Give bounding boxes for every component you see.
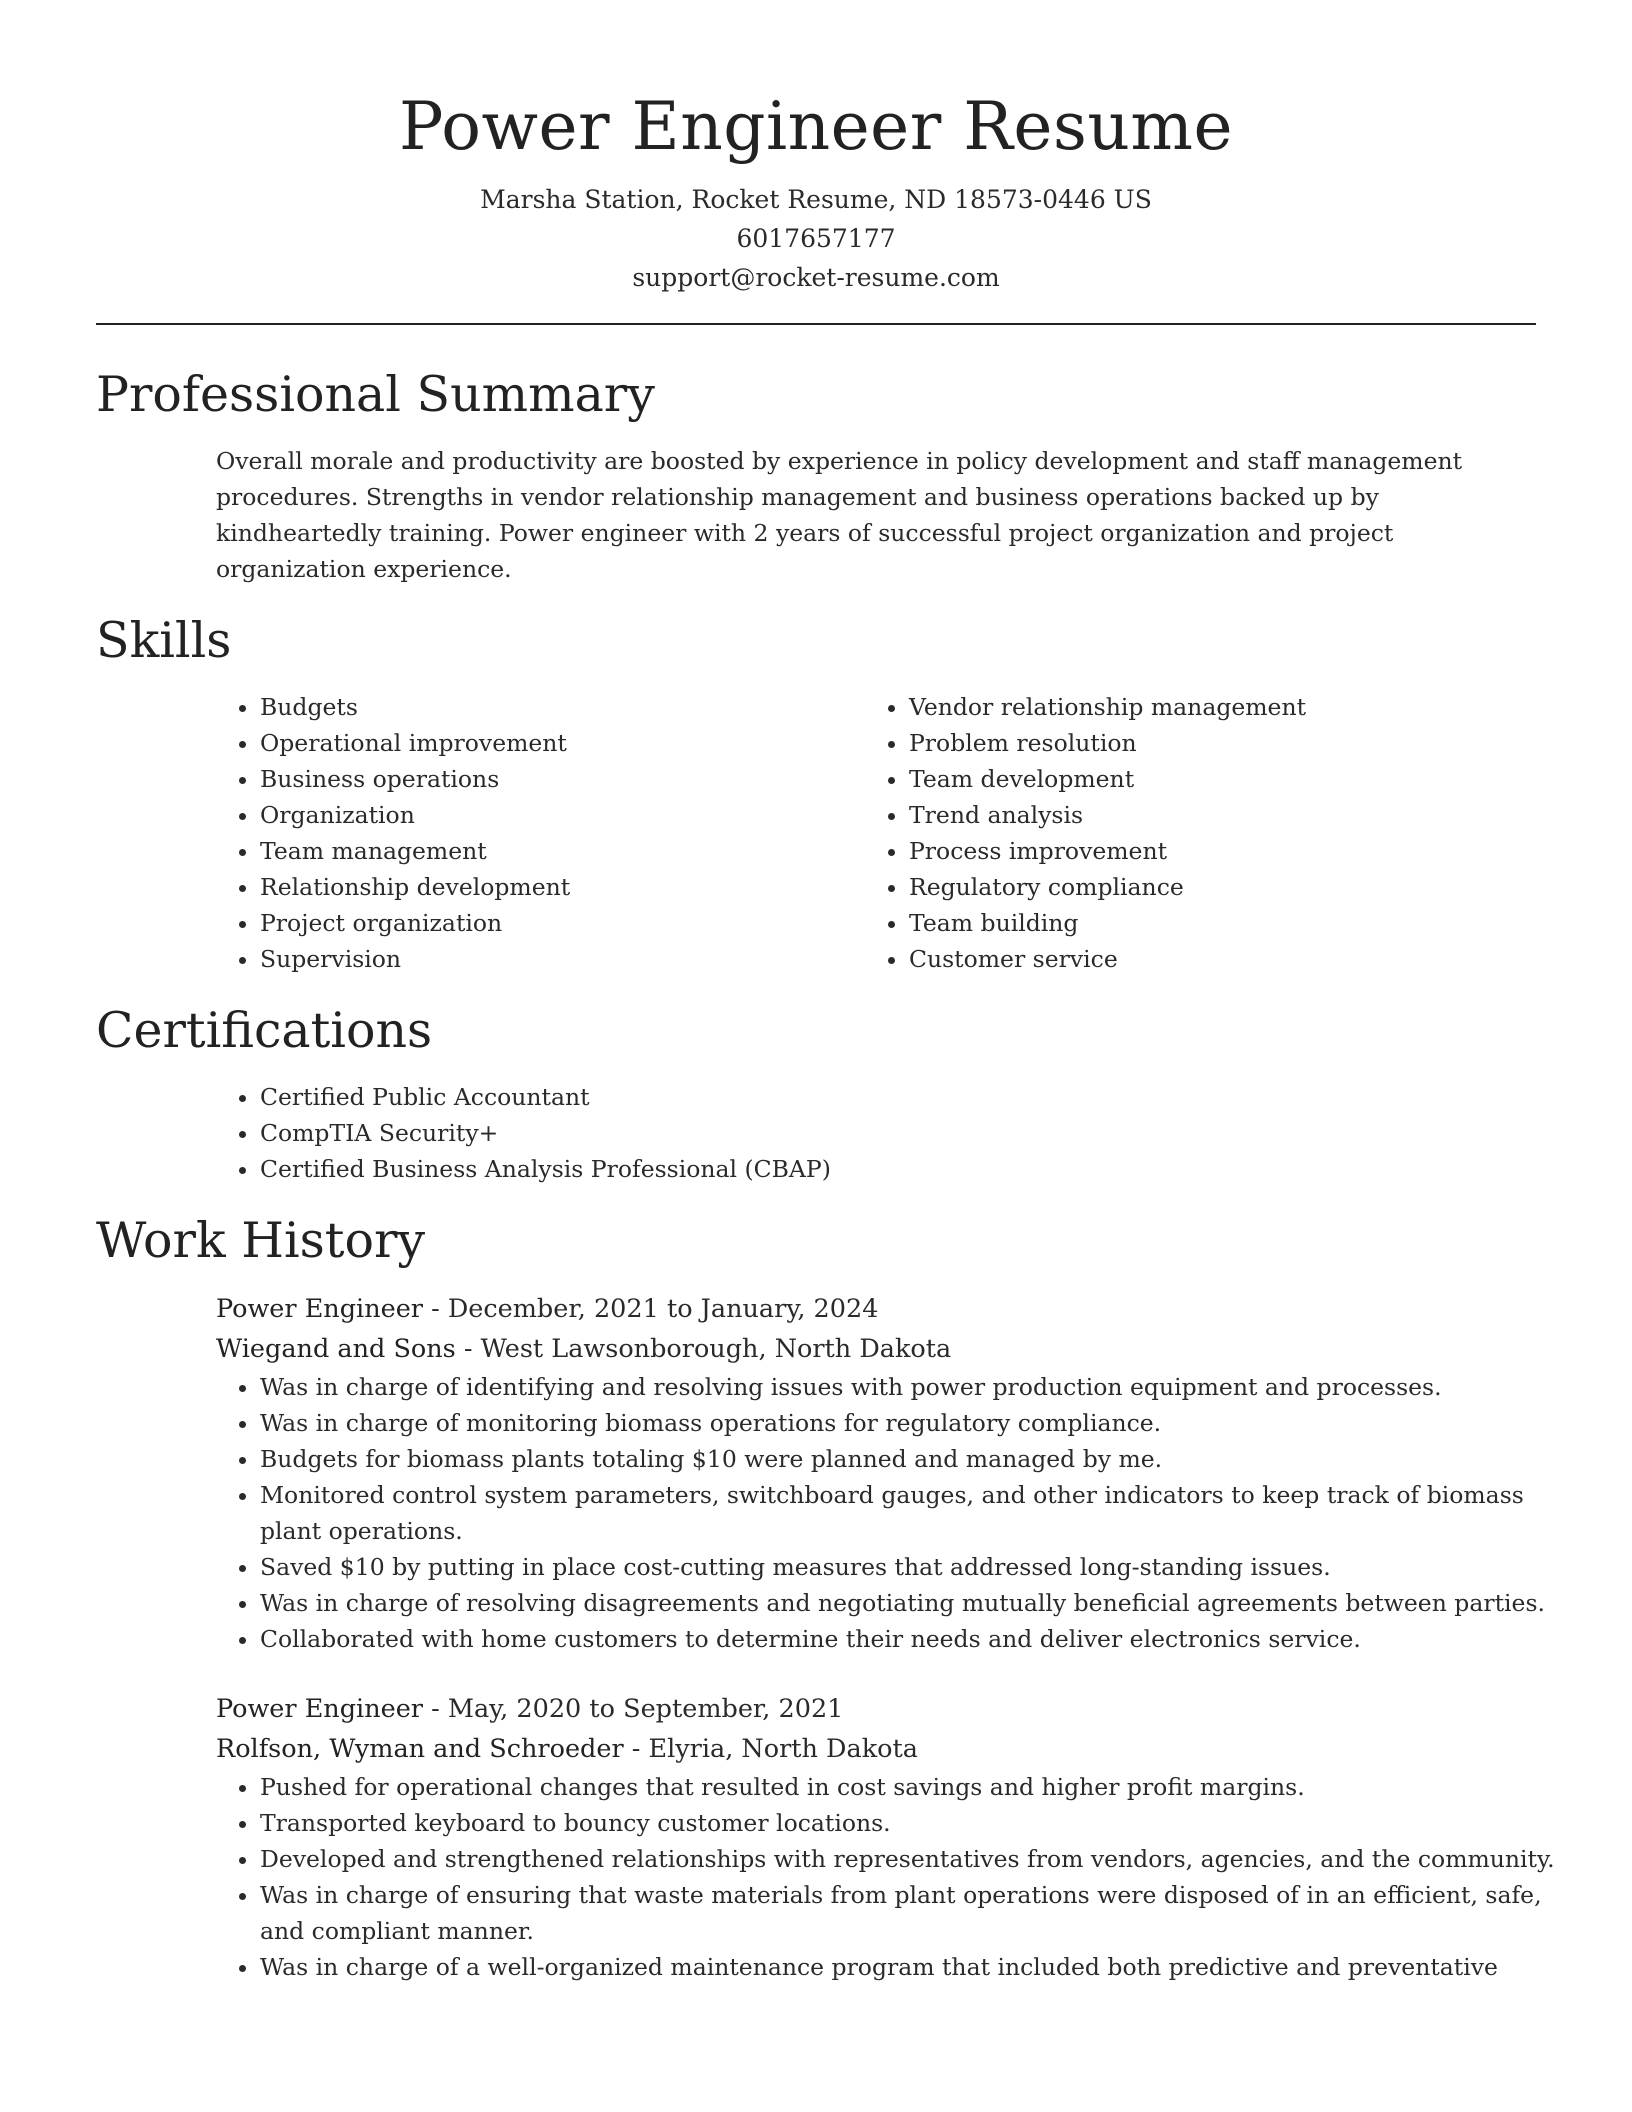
resume-title: Power Engineer Resume: [398, 88, 1234, 165]
job-bullet: • Was in charge of ensuring that waste materials from plant operations were disposed of in an efficient, safe, and compliant manner.: [260, 1877, 1580, 1949]
work-history-section: [96, 1211, 1555, 1985]
job-bullet: • Saved $10 by putting in place cost-cutting measures that addressed long-standing issues.: [260, 1549, 1580, 1585]
skill-item: • Vendor relationship management: [909, 689, 1514, 725]
skills-list-left: [216, 689, 865, 977]
skills-list-right: [865, 689, 1514, 977]
certifications-section: [96, 1001, 1536, 1187]
job-bullet: • Was in charge of monitoring biomass operations for regulatory compliance.: [260, 1405, 1580, 1441]
skill-item: • Process improvement: [909, 833, 1514, 869]
skill-item: • Budgets: [260, 689, 865, 725]
skill-item: • Customer service: [909, 941, 1514, 977]
job-bullet: • Pushed for operational changes that resulted in cost savings and higher profit margins.: [260, 1769, 1580, 1805]
job-company-line: [216, 1329, 1536, 1369]
job-title-line: [216, 1289, 1536, 1329]
job-location: - Elyria, North Dakota: [623, 1734, 918, 1764]
header-divider: [96, 323, 1536, 325]
job-bullets: [216, 1769, 1580, 1985]
job-bullet: • Was in charge of identifying and resolving issues with power production equipment and processes.: [260, 1369, 1580, 1405]
job-location: - West Lawsonborough, North Dakota: [455, 1334, 952, 1364]
skill-item: • Organization: [260, 797, 865, 833]
certifications-wrap: [216, 1079, 1536, 1187]
skills-columns: [216, 689, 1536, 977]
job-bullet: • Was in charge of a well-organized maintenance program that included both predictive and preventative: [260, 1949, 1580, 1985]
job-company: Rolfson, Wyman and Schroeder: [216, 1734, 624, 1764]
skill-item: • Relationship development: [260, 869, 865, 905]
skill-item: • Team building: [909, 905, 1514, 941]
job-bullets: [216, 1369, 1580, 1657]
job-title: Power Engineer: [216, 1694, 424, 1724]
job-dates: - May, 2020 to September, 2021: [423, 1694, 844, 1724]
resume-page: [96, 0, 1555, 1985]
job-company: Wiegand and Sons: [216, 1334, 456, 1364]
skill-item: • Supervision: [260, 941, 865, 977]
skills-heading: Skills: [96, 612, 232, 669]
certification-item: • Certified Business Analysis Professional (CBAP): [260, 1151, 1536, 1187]
skill-item: • Problem resolution: [909, 725, 1514, 761]
summary-section: [96, 365, 1536, 587]
contact-address: Marsha Station, Rocket Resume, ND 18573-0446 US: [480, 185, 1152, 214]
summary-text: Overall morale and productivity are boosted by experience in policy development and staff management procedures. Strengths in vendor relationship management and business operations backed up by kindheartedly training. Power engineer with 2 years of successful project organization and project organization experience.: [216, 447, 1463, 583]
job-bullet: • Monitored control system parameters, switchboard gauges, and other indicators to keep track of biomass plant operations.: [260, 1477, 1580, 1549]
skill-item: • Team management: [260, 833, 865, 869]
job-title: Power Engineer: [216, 1294, 424, 1324]
job-entry: [216, 1689, 1555, 1985]
skills-section: [96, 611, 1536, 977]
job-entry: [216, 1289, 1545, 1657]
job-bullet: • Was in charge of resolving disagreements and negotiating mutually beneficial agreements between parties.: [260, 1585, 1580, 1621]
skill-item: • Team development: [909, 761, 1514, 797]
skill-item: • Trend analysis: [909, 797, 1514, 833]
certification-item: • Certified Public Accountant: [260, 1079, 1536, 1115]
skill-item: • Regulatory compliance: [909, 869, 1514, 905]
certifications-list: [216, 1079, 1536, 1187]
resume-header: [96, 0, 1536, 297]
job-bullet: • Collaborated with home customers to determine their needs and deliver electronics service.: [260, 1621, 1580, 1657]
certification-item: • CompTIA Security+: [260, 1115, 1536, 1151]
skill-item: • Business operations: [260, 761, 865, 797]
job-bullet: • Transported keyboard to bouncy customer locations.: [260, 1805, 1580, 1841]
job-title-line: [216, 1689, 1536, 1729]
skill-item: • Operational improvement: [260, 725, 865, 761]
work-history-heading: Work History: [96, 1212, 426, 1269]
contact-block: [96, 180, 1536, 297]
job-company-line: [216, 1729, 1536, 1769]
contact-email: support@rocket-resume.com: [632, 263, 1000, 292]
skill-item: • Project organization: [260, 905, 865, 941]
job-bullet: • Budgets for biomass plants totaling $10 were planned and managed by me.: [260, 1441, 1580, 1477]
contact-phone: 6017657177: [736, 224, 896, 253]
summary-heading: Professional Summary: [96, 366, 655, 423]
job-bullet: • Developed and strengthened relationships with representatives from vendors, agencies, and the community.: [260, 1841, 1580, 1877]
job-dates: - December, 2021 to January, 2024: [423, 1294, 879, 1324]
certifications-heading: Certifications: [96, 1002, 433, 1059]
